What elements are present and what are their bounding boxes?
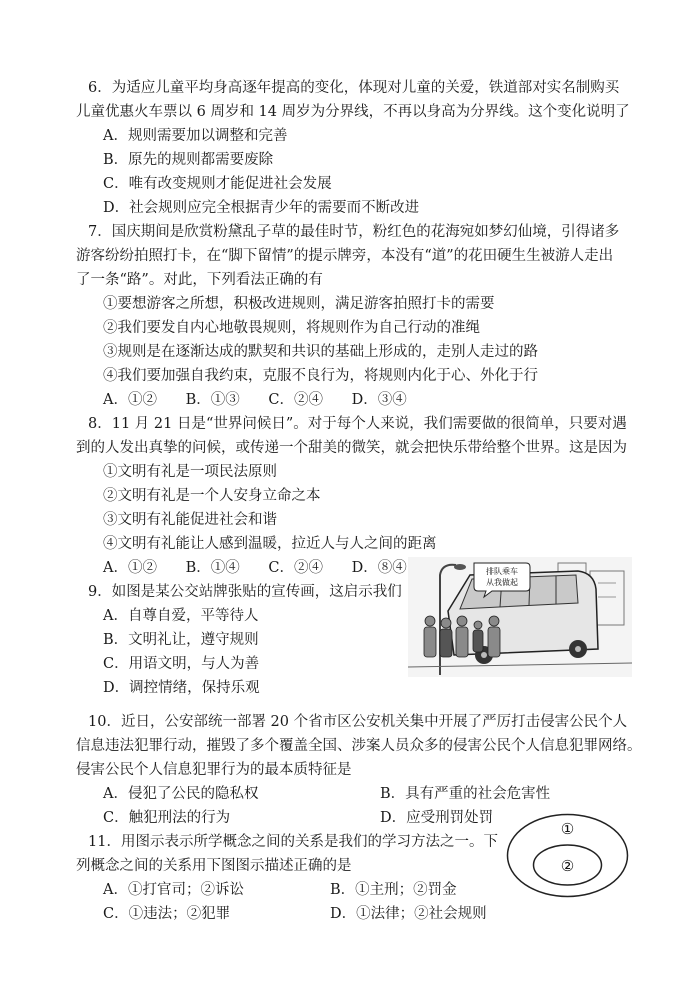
q6-option-d: D．社会规则应完全根据青少年的需要而不断改进 — [103, 200, 420, 216]
q7-stem-line-1: 7．国庆期间是欣赏粉黛乱子草的最佳时节，粉红色的花海宛如梦幻仙境，引得诸多 — [88, 224, 620, 240]
poster-sign-line-2: 从我做起 — [486, 578, 518, 587]
q6-option-c: C．唯有改变规则才能促进社会发展 — [103, 176, 332, 192]
inner-concept-label: ② — [560, 857, 575, 875]
q9-option-d: D．调控情绪，保持乐观 — [103, 680, 260, 696]
q7-statement-3: ③规则是在逐渐达成的默契和共识的基础上形成的，走别人走过的路 — [103, 344, 538, 360]
q6-option-b: B．原先的规则都需要废除 — [103, 152, 274, 168]
q7-stem-line-2: 游客纷纷拍照打卡，在“脚下留情”的提示牌旁，本没有“道”的花田硬生生被游人走出 — [76, 248, 614, 264]
q8-option-c: C．②④ — [268, 560, 323, 576]
q8-statement-1: ①文明有礼是一项民法原则 — [103, 464, 277, 480]
q9-option-a: A．自尊自爱，平等待人 — [103, 608, 259, 624]
outer-concept-label: ① — [560, 820, 575, 838]
q8-stem-line-2: 到的人发出真挚的问候，或传递一个甜美的微笑，就会把快乐带给整个世界。这是因为 — [76, 440, 627, 456]
concept-relation-diagram — [505, 811, 630, 900]
q8-stem-line-1: 8．11 月 21 日是“世界问候日”。对于每个人来说，我们需要做的很简单，只要对遇 — [88, 416, 627, 432]
poster-sign-line-1: 排队乘车 — [486, 567, 518, 576]
q7-option-a: A．①② — [103, 392, 157, 408]
q7-statement-2: ②我们要发自内心地敬畏规则，将规则作为自己行动的准绳 — [103, 320, 480, 336]
q7-stem-line-3: 了一条“路”。对此，下列看法正确的有 — [76, 272, 323, 288]
q10-option-c: C．触犯刑法的行为 — [103, 810, 231, 826]
q10-stem-line-1: 10．近日，公安部统一部署 20 个省市区公安机关集中开展了严厉打击侵害公民个人 — [88, 714, 628, 730]
q10-option-d: D．应受刑罚处罚 — [380, 810, 494, 826]
q7-option-d: D．③④ — [351, 392, 407, 408]
q9-stem-line-1: 9．如图是某公交站牌张贴的宣传画，这启示我们 — [88, 584, 402, 600]
q11-option-b: B．①主刑；②罚金 — [330, 882, 457, 898]
q6-option-a: A．规则需要加以调整和完善 — [103, 128, 288, 144]
q10-option-b: B．具有严重的社会危害性 — [380, 786, 551, 802]
q9-option-b: B．文明礼让，遵守规则 — [103, 632, 259, 648]
q8-statement-2: ②文明有礼是一个人安身立命之本 — [103, 488, 321, 504]
q8-option-a: A．①② — [103, 560, 157, 576]
q11-option-c: C．①违法；②犯罪 — [103, 906, 231, 922]
q8-option-d: D．⑧④ — [351, 560, 407, 576]
q6-stem-line-2: 儿童优惠火车票以 6 周岁和 14 周岁为分界线，不再以身高为分界线。这个变化说明了 — [76, 104, 630, 120]
q6-stem-line-1: 6．为适应儿童平均身高逐年提高的变化，体现对儿童的关爱，铁道部对实名制购买 — [88, 80, 620, 96]
q7-option-b: B．①③ — [185, 392, 240, 408]
bus-stop-poster-image — [408, 557, 632, 677]
q7-statement-4: ④我们要加强自我约束，克服不良行为，将规则内化于心、外化于行 — [103, 368, 538, 384]
q9-option-c: C．用语文明，与人为善 — [103, 656, 260, 672]
q10-stem-line-3: 侵害公民个人信息犯罪行为的最本质特征是 — [76, 762, 352, 778]
q8-statement-4: ④文明有礼能让人感到温暖，拉近人与人之间的距离 — [103, 536, 437, 552]
q7-options-row — [103, 390, 431, 410]
q10-stem-line-2: 信息违法犯罪行动，摧毁了多个覆盖全国、涉案人员众多的侵害公民个人信息犯罪网络。 — [76, 738, 642, 754]
q11-stem-line-2: 列概念之间的关系用下图图示描述正确的是 — [76, 858, 352, 874]
q8-option-b: B．①④ — [185, 560, 240, 576]
q11-option-d: D．①法律；②社会规则 — [330, 906, 487, 922]
q7-statement-1: ①要想游客之所想，积极改进规则，满足游客拍照打卡的需要 — [103, 296, 495, 312]
q8-options-row — [103, 558, 431, 578]
q8-statement-3: ③文明有礼能促进社会和谐 — [103, 512, 277, 528]
q11-option-a: A．①打官司；②诉讼 — [103, 882, 244, 898]
q11-stem-line-1: 11．用图示表示所学概念之间的关系是我们的学习方法之一。下 — [88, 834, 498, 850]
q10-option-a: A．侵犯了公民的隐私权 — [103, 786, 259, 802]
q7-option-c: C．②④ — [268, 392, 323, 408]
